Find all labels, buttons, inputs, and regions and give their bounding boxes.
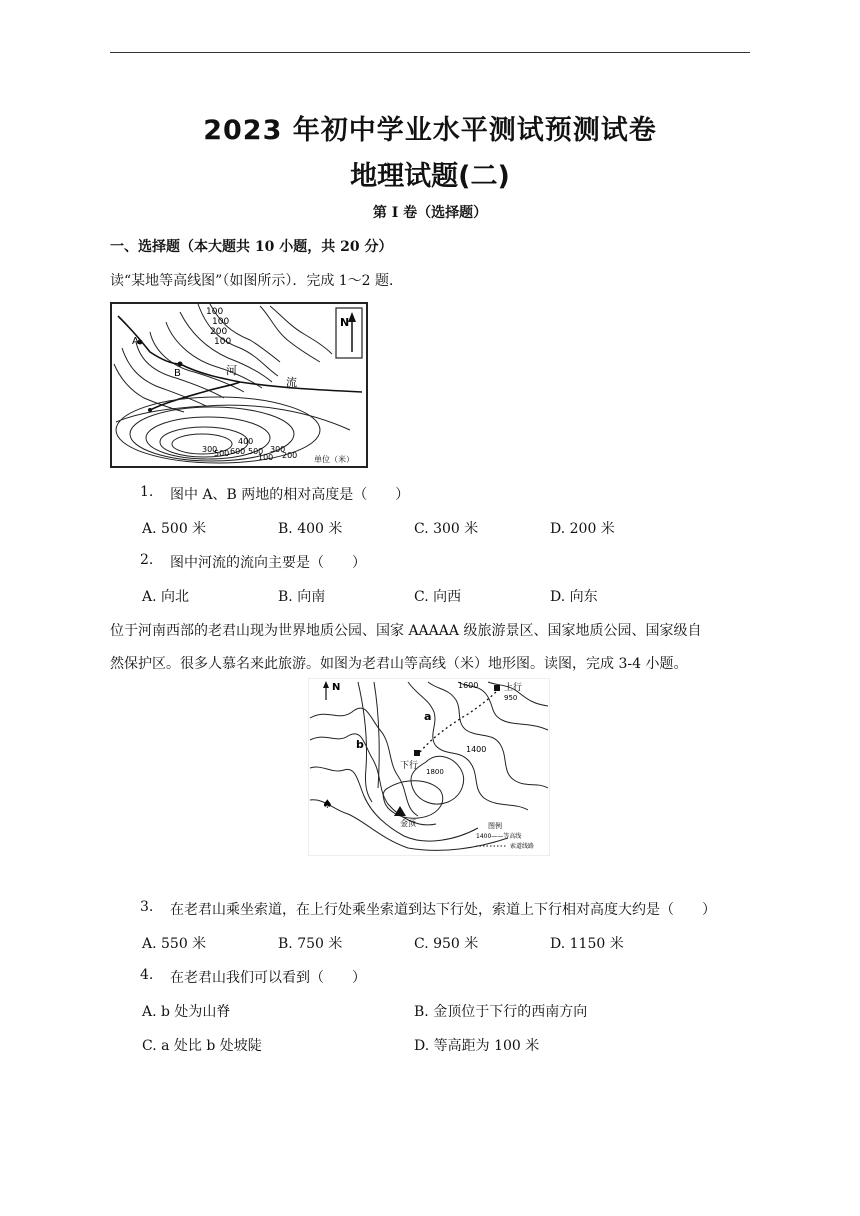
map1-contour-label: 100 xyxy=(214,337,232,347)
contour-map-1 xyxy=(110,302,368,468)
q2-option-c[interactable]: C. 向西 xyxy=(414,589,462,605)
q2-stem: 图中河流的流向主要是（ ） xyxy=(170,555,366,571)
map1-contour-label: 500 xyxy=(214,449,230,458)
intro-2-line-2: 然保护区。很多人慕名来此旅游。如图为老君山等高线（米）地形图。读图，完成 3-4 小题。 xyxy=(110,656,688,672)
q2-number: 2. xyxy=(140,552,154,568)
map1-contour-label: 200 xyxy=(210,327,228,337)
q4-stem: 在老君山我们可以看到（ ） xyxy=(170,970,366,986)
q3-stem: 在老君山乘坐索道，在上行处乘坐索道到达下行处，索道上下行相对高度大约是（ ） xyxy=(170,902,716,918)
q4-option-b[interactable]: B. 金顶位于下行的西南方向 xyxy=(414,1004,588,1020)
q3-number: 3. xyxy=(140,899,154,915)
map2-north-label: N xyxy=(332,682,341,693)
exam-title: 2023 年初中学业水平测试预测试卷 xyxy=(203,115,657,146)
map1-contour-label: 100 xyxy=(212,317,230,327)
map2-legend-contour: 1400——等高线 xyxy=(476,833,522,840)
intro-2-line-1: 位于河南西部的老君山现为世界地质公园、国家 AAAAA 级旅游景区、国家地质公园、国家级自 xyxy=(110,623,702,639)
map1-north-label: N xyxy=(340,316,350,329)
q4-option-d[interactable]: D. 等高距为 100 米 xyxy=(414,1038,540,1054)
map1-contour-label: 400 xyxy=(238,437,254,446)
map1-contour-label: 300 xyxy=(270,445,286,454)
q2-option-d[interactable]: D. 向东 xyxy=(550,589,598,605)
map2-legend-cableway: 索道线路 xyxy=(510,843,535,850)
q1-option-d[interactable]: D. 200 米 xyxy=(550,521,615,537)
q1-stem: 图中 A、B 两地的相对高度是（ ） xyxy=(170,487,410,503)
q1-number: 1. xyxy=(140,484,154,500)
q3-option-b[interactable]: B. 750 米 xyxy=(278,936,343,952)
map1-contour-label: 100 xyxy=(258,453,274,462)
map2-label-a: a xyxy=(424,710,432,723)
q2-option-a[interactable]: A. 向北 xyxy=(142,589,190,605)
contour-map-2 xyxy=(308,678,550,856)
map2-contour-label: 1800 xyxy=(426,768,444,776)
q3-option-c[interactable]: C. 950 米 xyxy=(414,936,479,952)
map1-contour-label: 100 xyxy=(206,307,224,317)
map2-summit-label: 金顶 xyxy=(400,819,416,828)
q1-option-b[interactable]: B. 400 米 xyxy=(278,521,343,537)
q2-option-b[interactable]: B. 向南 xyxy=(278,589,326,605)
volume-heading: 第 I 卷（选择题） xyxy=(372,205,488,221)
map2-label-b: b xyxy=(356,738,364,751)
map2-upper-station-label: 上行 xyxy=(504,683,523,693)
q4-number: 4. xyxy=(140,967,154,983)
section-heading: 一、选择题（本大题共 10 小题，共 20 分） xyxy=(110,239,393,255)
map1-river-char-2: 流 xyxy=(286,376,297,389)
map1-contour-label: 200 xyxy=(282,451,298,460)
q3-option-a[interactable]: A. 550 米 xyxy=(142,936,207,952)
map2-legend-title: 图例 xyxy=(488,822,502,830)
map2-tree-icon: ♠ xyxy=(322,797,333,811)
q1-option-c[interactable]: C. 300 米 xyxy=(414,521,479,537)
map2-lower-station-label: 下行 xyxy=(400,761,419,771)
map1-label-a: A xyxy=(132,336,139,347)
intro-1: 读“某地等高线图”（如图所示）．完成 1～2 题． xyxy=(110,273,404,289)
q4-option-a[interactable]: A. b 处为山脊 xyxy=(142,1004,231,1020)
map2-contour-label: 1600 xyxy=(458,681,479,690)
q3-option-d[interactable]: D. 1150 米 xyxy=(550,936,624,952)
q1-option-a[interactable]: A. 500 米 xyxy=(142,521,207,537)
map1-unit-label: 单位（米） xyxy=(314,455,354,464)
q4-option-c[interactable]: C. a 处比 b 处坡陡 xyxy=(142,1038,262,1054)
map1-contour-label: 300 xyxy=(202,445,218,454)
map1-label-b: B xyxy=(174,368,181,379)
map2-elevation-label: 950 xyxy=(504,694,518,702)
map1-contour-label: 500 xyxy=(248,447,264,456)
map2-contour-label: 1400 xyxy=(466,745,487,754)
map1-river-char-1: 河 xyxy=(226,364,237,377)
header-rule xyxy=(110,52,750,53)
exam-subtitle: 地理试题(二) xyxy=(350,161,510,192)
map1-contour-label: 600 xyxy=(230,447,246,456)
